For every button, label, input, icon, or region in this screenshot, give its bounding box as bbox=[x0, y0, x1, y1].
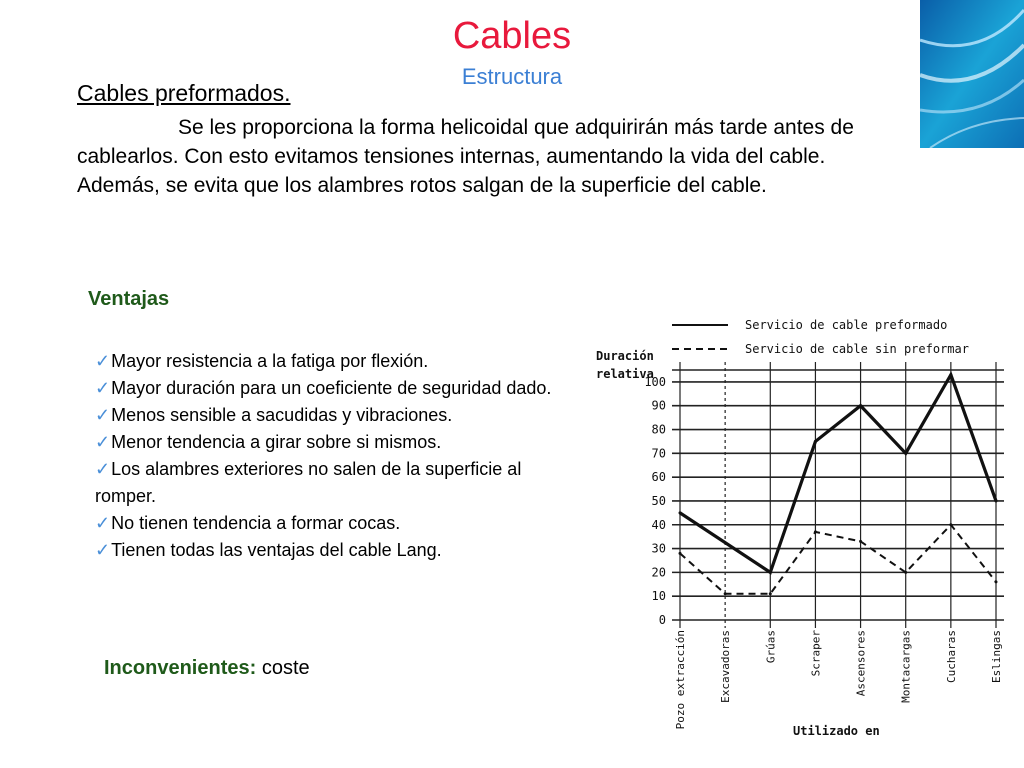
series-line bbox=[680, 525, 996, 594]
list-item bbox=[95, 348, 555, 375]
checkmark-icon: ✓ bbox=[95, 405, 111, 425]
data-point bbox=[859, 540, 862, 543]
data-point bbox=[814, 530, 817, 533]
cable-photo bbox=[920, 0, 1024, 148]
data-point bbox=[904, 571, 907, 574]
duration-chart bbox=[588, 308, 1024, 768]
disadvantages-value: coste bbox=[261, 657, 310, 679]
list-item-text: Tienen todas las ventajas del cable Lang. bbox=[111, 540, 442, 560]
x-axis-label: Utilizado en bbox=[793, 724, 880, 738]
y-tick-label: 70 bbox=[651, 446, 666, 461]
y-tick-label: 10 bbox=[651, 589, 666, 604]
advantages-heading: Ventajas bbox=[88, 288, 170, 310]
checkmark-icon: ✓ bbox=[95, 459, 111, 479]
x-tick-label: Scraper bbox=[809, 630, 823, 677]
disadvantages-label: Inconvenientes: bbox=[104, 657, 257, 679]
data-point bbox=[814, 440, 817, 443]
series-line bbox=[680, 375, 996, 573]
list-item-text: Mayor resistencia a la fatiga por flexión. bbox=[111, 351, 429, 371]
slide-title: Cables bbox=[452, 15, 572, 57]
data-point bbox=[995, 499, 998, 502]
list-item bbox=[95, 429, 555, 456]
checkmark-icon: ✓ bbox=[95, 378, 111, 398]
list-item-text: Mayor duración para un coeficiente de seguridad dado. bbox=[111, 378, 552, 398]
y-tick-label: 80 bbox=[651, 422, 666, 437]
data-point bbox=[769, 571, 772, 574]
slide-subtitle: Estructura bbox=[461, 64, 563, 89]
list-item-text: Menor tendencia a girar sobre si mismos. bbox=[111, 432, 442, 452]
x-tick-label: Grúas bbox=[764, 630, 778, 664]
y-tick-label: 90 bbox=[651, 398, 666, 413]
body-paragraph: Se les proporciona la forma helicoidal que adquirirán más tarde antes de cablearlos. Con esto evitamos tensiones internas, aumentando la vida del cable. Además, se evita que los alambres rotos salgan de la superficie del cable. bbox=[77, 116, 854, 197]
data-point bbox=[724, 592, 727, 595]
data-point bbox=[995, 580, 998, 583]
list-item bbox=[95, 537, 555, 564]
x-tick-label: Pozo extracción bbox=[674, 630, 687, 730]
checkmark-icon: ✓ bbox=[95, 513, 111, 533]
list-item-text: Menos sensible a sacudidas y vibraciones. bbox=[111, 405, 453, 425]
y-tick-label: 40 bbox=[651, 517, 666, 532]
checkmark-icon: ✓ bbox=[95, 432, 111, 452]
disadvantages-line bbox=[104, 657, 310, 680]
list-item-text: Los alambres exteriores no salen de la superficie al romper. bbox=[95, 459, 522, 506]
x-tick-label: Excavadoras bbox=[719, 630, 733, 703]
y-tick-label: 30 bbox=[651, 541, 666, 556]
x-tick-label: Ascensores bbox=[854, 630, 868, 697]
checkmark-icon: ✓ bbox=[95, 351, 111, 371]
y-tick-label: 0 bbox=[658, 613, 666, 627]
list-item bbox=[95, 402, 555, 429]
data-point bbox=[859, 404, 862, 407]
data-point bbox=[679, 511, 682, 514]
list-item bbox=[95, 375, 555, 402]
y-tick-label: 100 bbox=[644, 374, 666, 389]
data-point bbox=[679, 552, 682, 555]
data-point bbox=[949, 523, 952, 526]
y-tick-label: 60 bbox=[651, 470, 666, 485]
list-item bbox=[95, 456, 555, 510]
y-tick-label: 50 bbox=[651, 493, 666, 508]
data-point bbox=[949, 373, 952, 376]
list-item-text: No tienen tendencia a formar cocas. bbox=[111, 513, 401, 533]
y-axis-label: relativa bbox=[596, 367, 654, 381]
x-tick-label: Cucharas bbox=[944, 630, 958, 683]
y-tick-label: 20 bbox=[651, 565, 666, 580]
y-axis-label: Duración bbox=[596, 349, 654, 363]
advantages-list bbox=[95, 348, 555, 564]
data-point bbox=[904, 452, 907, 455]
data-point bbox=[769, 592, 772, 595]
x-tick-label: Montacargas bbox=[899, 630, 913, 703]
section-heading: Cables preformados. bbox=[77, 80, 291, 106]
list-item bbox=[95, 510, 555, 537]
legend-label: Servicio de cable sin preformar bbox=[745, 342, 969, 356]
x-tick-label: Eslingas bbox=[990, 630, 1003, 683]
legend-label: Servicio de cable preformado bbox=[745, 318, 948, 332]
checkmark-icon: ✓ bbox=[95, 540, 111, 560]
